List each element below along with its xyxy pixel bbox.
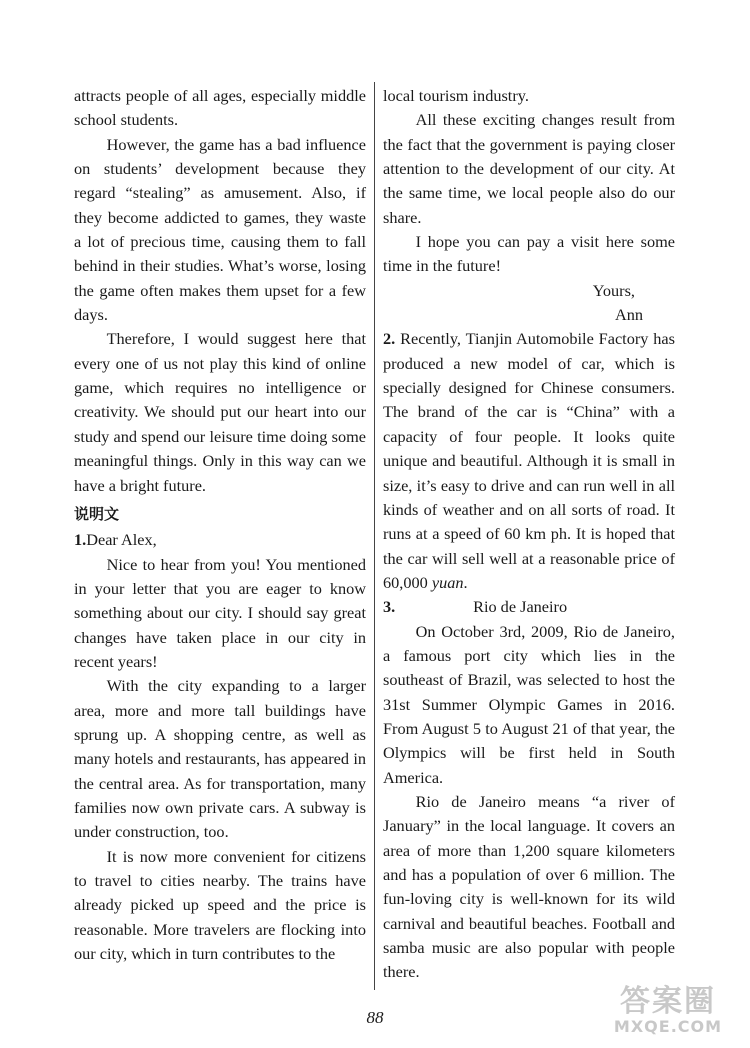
item-number: 1.	[74, 530, 87, 550]
period: .	[463, 572, 468, 592]
paragraph: It is now more convenient for citizens to travel to cities nearby. The trains have already picked up speed and the price is reasonable. More travelers are flocking into our city, which in turn contributes to the	[74, 846, 366, 964]
letter-closing: Yours,	[592, 280, 635, 300]
paragraph: attracts people of all ages, especially middle school students.	[74, 86, 366, 130]
letter-salutation	[74, 528, 366, 552]
right-column	[383, 84, 675, 985]
currency-word: yuan	[431, 572, 464, 592]
paragraph: On October 3rd, 2009, Rio de Janeiro, a famous port city which lies in the southeast of Brazil, was selected to host the 31st Summer Olympic Games in 2016. From August 5 to August 21 of that year, the Olympics will be first held in South America.	[383, 621, 675, 787]
column-divider	[374, 82, 375, 990]
left-column	[74, 84, 366, 966]
paragraph: I hope you can pay a visit here some time in the future!	[383, 232, 675, 276]
item-number: 2.	[383, 329, 396, 349]
paragraph: Therefore, I would suggest here that every one of us not play this kind of online game, which requires no intelligence or creativity. We should put our heart into our study and spend our leisure time doing some meaningful things. Only in this way can we have a bright future.	[74, 329, 366, 495]
item-3-header	[383, 595, 675, 619]
paragraph: Nice to hear from you! You mentioned in your letter that you are eager to know something about our city. I should say great changes have taken place in our city in recent years!	[74, 554, 366, 671]
salutation-text: Dear Alex,	[86, 530, 157, 550]
item-2	[383, 327, 675, 595]
item-number: 3.	[383, 597, 396, 617]
paragraph: All these exciting changes result from the fact that the government is paying closer attention to the development of our city. At the same time, we local people also do our share.	[383, 110, 675, 227]
paragraph: With the city expanding to a larger area, more and more tall buildings have sprung up. A shopping centre, as well as many hotels and restaurants, has appeared in the central area. As for transportation, many families now own private cars. A subway is under construction, too.	[74, 676, 366, 842]
item-3-title: Rio de Janeiro	[473, 597, 568, 617]
page-number: 88	[366, 1008, 384, 1027]
paragraph: However, the game has a bad influence on students’ development because they regard “stealing” as amusement. Also, if they become addicted to games, they waste a lot of precious time, causing them to fall behind in their studies. What’s worse, losing the game often makes them upset for a few days.	[74, 134, 366, 325]
paragraph: local tourism industry.	[383, 86, 529, 105]
paragraph: Rio de Janeiro means “a river of January” in the local language. It covers an area of more than 1,200 square kilometers and has a population of over 6 million. The fun-loving city is well-known for its wild carnival and beautiful beaches. Football and samba music are also popular with people there.	[383, 791, 675, 982]
letter-signature: Ann	[614, 305, 643, 325]
watermark-logo-text: 答案圈	[620, 984, 716, 1019]
item-2-text: Recently, Tianjin Automobile Factory has produced a new model of car, which is specially designed for Chinese consumers. The brand of the car is “China” with a capacity of four people. It looks quite unique and beautiful. Although it is small in size, it’s easy to drive and can run well in all kinds of weather and on all sorts of road. It runs at a speed of 60 km ph. It is hoped that the car will sell well at a reasonable price of 60,000	[383, 329, 675, 592]
watermark-url: MXQE.COM	[613, 1017, 723, 1036]
section-heading: 说明文	[74, 504, 120, 523]
watermark-logo	[598, 986, 738, 1042]
